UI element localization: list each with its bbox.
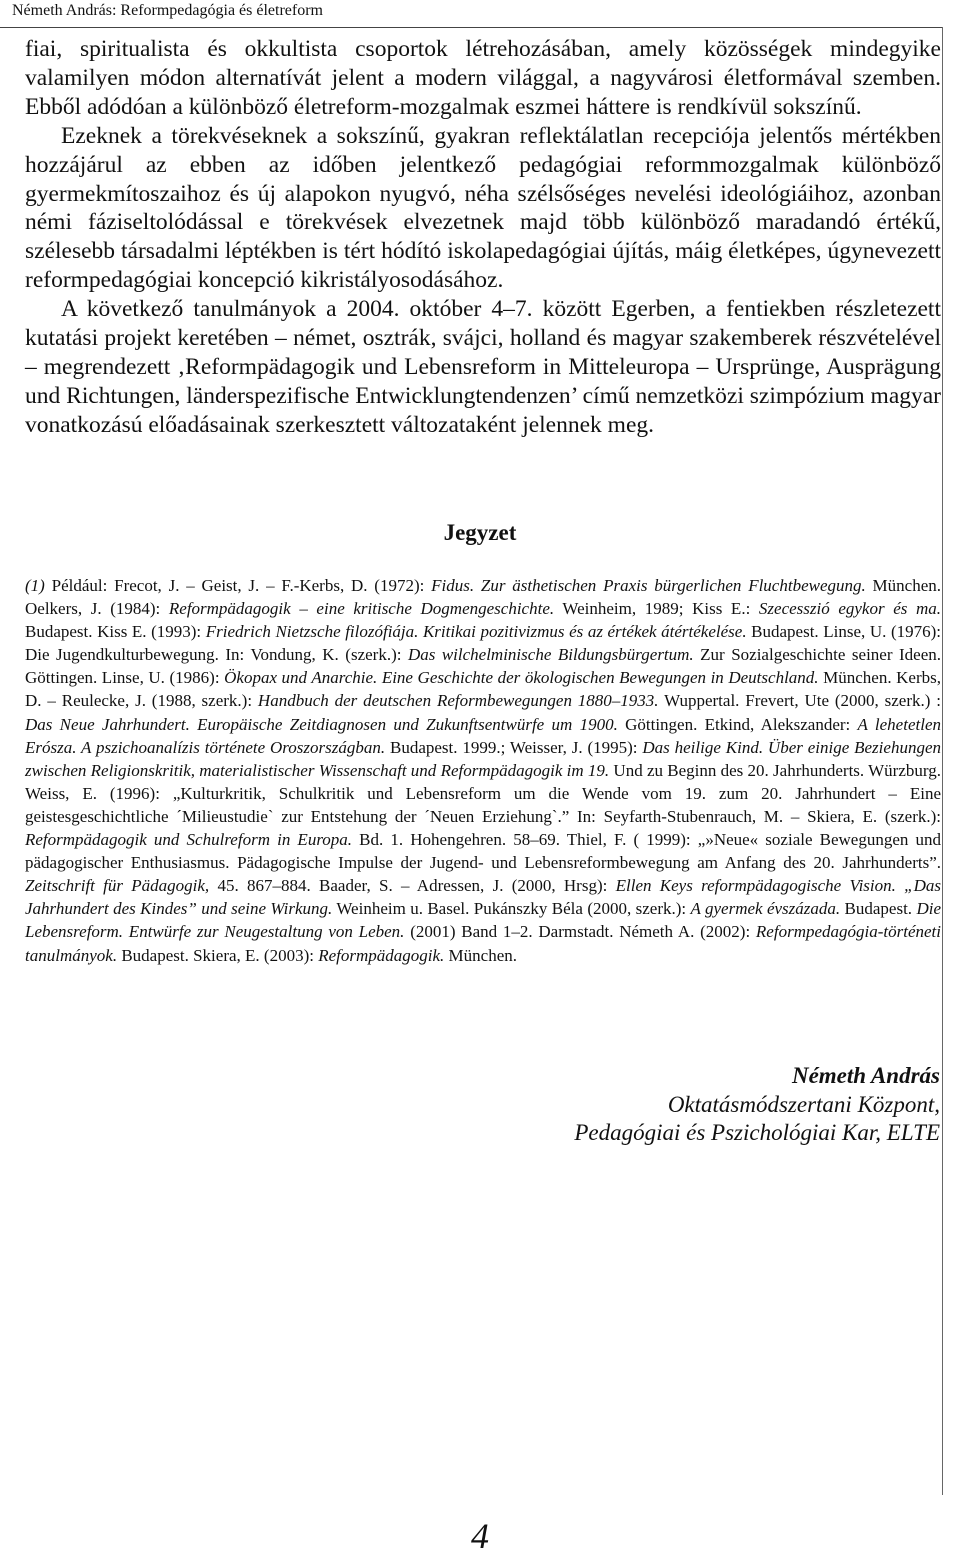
note-text-segment: Bd. 1. Hohengehren. 58–69. Thiel, F. ( 1999): „»Neue« soziale Bewegungen und pädagogischer Enthusiasmus. Pädagogische Impulse der Jugend- und Lebensreformbewegung am Anfang des 20. Jahrhunderts”. — [25, 830, 941, 873]
signature-block — [574, 1062, 940, 1148]
note-text-segment: Zur Sozialgeschichte seiner Ideen. Göttingen. Linse, U. (1986): — [25, 645, 941, 688]
note-text-segment: Weinheim u. Basel. Pukánszky Béla (2000, szerk.): — [332, 899, 691, 919]
note-title-segment: Das wilchelminische Bildungsbürgertum. — [407, 645, 694, 665]
author-name: Németh András — [791, 1063, 940, 1088]
note-1 — [25, 574, 941, 967]
note-title-segment: Reformpedagógia-történeti tanulmányok. — [25, 922, 941, 965]
note-title-segment: Zeitschrift für Pädagogik, — [25, 876, 210, 896]
note-title-segment: A lehetetlen Erósza. A pszichoanalízis története Oroszországban. — [25, 714, 941, 757]
body-text — [25, 35, 941, 440]
paragraph-1: fiai, spiritualista és okkultista csoportok létrehozásában, amely közösségek mindegyike valamilyen módon alternatívát jelent a modern világgal, a nagyvárosi életformával szemben. Ebből adódóan a különböző életreform-mozgalmak eszmei háttere is rendkívül sokszínű. — [25, 36, 941, 120]
note-title-segment: Reformpädagogik und Schulreform in Europa. — [25, 830, 353, 850]
page-number: 4 — [471, 1516, 489, 1556]
note-text-segment: Budapest. Kiss E. (1993): — [25, 622, 206, 642]
note-text-segment: Budapest. Skiera, E. (2003): — [117, 945, 319, 965]
note-text-segment: München. — [444, 945, 518, 965]
note-title-segment: Das Neue Jahrhundert. Europäische Zeitdiagnosen und Zukunftsentwürfe um 1900. — [25, 714, 618, 734]
note-text-segment: Göttingen. Etkind, Alekszander: — [617, 714, 858, 734]
note-title-segment: A gyermek évszázada. — [690, 899, 841, 919]
note-text-segment: München. Oelkers, J. (1984): — [25, 576, 942, 619]
note-text-segment: Weinheim, 1989; Kiss E.: — [554, 599, 759, 619]
paragraph-3: A következő tanulmányok a 2004. október 4–7. között Egerben, a fentiekben részletezett kutatási projekt keretében – német, osztrák, svájci, holland és magyar szakemberek részvételével – megrendezett ‚Reformpädagogik und Lebensreform in Mitteleuropa – Ursprünge, Ausprägung und Richtungen, länderspezifische Entwicklungtendenzen’ című nemzetközi szimpózium magyar vonatkozású előadásainak szerkesztett változataként jelennek meg. — [25, 296, 941, 438]
note-title-segment: Ökopax und Anarchie. Eine Geschichte der ökologischen Bewegungen in Deutschland. — [224, 668, 819, 688]
note-title-segment: Reformpädagogik – eine kritische Dogmengeschichte. — [168, 599, 555, 619]
note-text-segment: Budapest. 1999.; Weisser, J. (1995): — [385, 737, 643, 757]
note-text-segment: München. Kerbs, D. – Reulecke, J. (1988, szerk.): — [25, 668, 941, 711]
note-text-segment: Und zu Beginn des 20. Jahrhunderts. Würzburg. Weiss, E. (1996): „Kulturkritik, Schulkritik und Lebensreform um die Wende vom 19. zum 20. Jahrhundert – Eine geistesgeschichtliche ´Milieustudie` zur Entstehung der ´Neuen Erziehung`.” In: Seyfarth-Stubenrauch, M. – Skiera, E. (szerk.): — [25, 760, 941, 826]
paragraph-2: Ezeknek a törekvéseknek a sokszínű, gyakran reflektálatlan recepciója jelentős mértékben hozzájárul az ebben az időben jelentkező pedagógiai reformmozgalmak különböző gyermekmítoszaihoz és új alapokon nyugvó, néha szélsőséges nevelési ideológiáihoz, azonban némi fáziseltolódással e törekvések elvezetnek majd több különböző maradandó értékű, szélesebb társadalmi léptékben is tért hódító iskolapedagógiai újítás, máig életképes, úgynevezett reformpedagógiai koncepció kikristályosodásához. — [25, 122, 941, 294]
running-head: Németh András: Reformpedagógia és életreform — [12, 2, 323, 19]
header-rule — [0, 27, 942, 28]
notes-heading: Jegyzet — [443, 520, 517, 545]
affiliation-line-1: Oktatásmódszertani Központ, — [667, 1091, 940, 1117]
notes — [25, 574, 941, 967]
note-title-segment: Ellen Keys reformpädagogische Vision. „Das Jahrhundert des Kindes” und seine Wirkung. — [25, 876, 941, 919]
note-body — [25, 576, 941, 965]
note-text-segment: Budapest. — [840, 899, 917, 919]
note-text-segment: Budapest. Linse, U. (1976): Die Jugendkulturbewegung. In: Vondung, K. (szerk.): — [25, 622, 941, 665]
affiliation-line-2: Pedagógiai és Pszichológiai Kar, ELTE — [574, 1120, 940, 1145]
note-title-segment: Die Lebensreform. Entwürfe zur Neugestaltung von Leben. — [25, 899, 941, 942]
note-text-segment: Például: Frecot, J. – Geist, J. – F.-Kerbs, D. (1972): — [51, 576, 432, 595]
note-title-segment: Das heilige Kind. Über einige Beziehungen zwischen Religionskritik, materialistischer Wissenschaft und Reformpädagogik im 19. — [25, 737, 941, 780]
note-marker: (1) — [25, 576, 45, 595]
right-margin-rule — [942, 27, 943, 1495]
note-text-segment: (2001) Band 1–2. Darmstadt. Németh A. (2002): — [404, 922, 756, 942]
note-title-segment: Handbuch der deutschen Reformbewegungen 1880–1933. — [257, 691, 659, 711]
note-text-segment: 45. 867–884. Baader, S. – Adressen, J. (2000, Hrsg): — [209, 876, 616, 896]
note-title-segment: Reformpädagogik. — [318, 945, 445, 965]
note-text-segment: Wuppertal. Frevert, Ute (2000, szerk.) : — [658, 691, 941, 711]
note-title-segment: Szecesszió egykor és ma. — [758, 599, 942, 619]
note-title-segment: Fidus. Zur ästhetischen Praxis bürgerlichen Fluchtbewegung. — [431, 576, 866, 595]
note-title-segment: Friedrich Nietzsche filozófiája. Kritikai pozitivizmus és az értékek átértékelése. — [205, 622, 747, 642]
